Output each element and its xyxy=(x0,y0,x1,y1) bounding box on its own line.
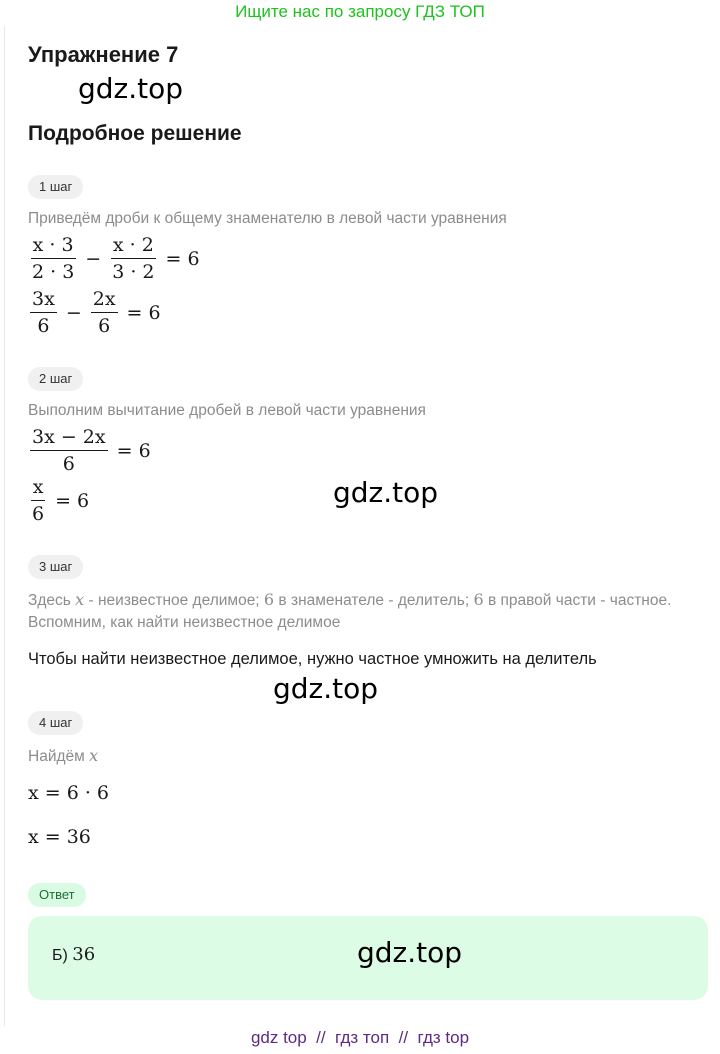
section-title: Подробное решение xyxy=(28,122,242,145)
exercise-title: Упражнение 7 xyxy=(28,42,179,67)
search-banner: Ищите нас по запросу ГДЗ ТОП xyxy=(235,2,485,21)
watermark: gdz.top xyxy=(357,936,463,969)
denominator: 2 · 3 xyxy=(32,261,75,283)
numerator: x · 2 xyxy=(111,234,156,259)
fraction xyxy=(30,234,76,283)
text: в знаменателе - делитель; xyxy=(274,592,474,609)
answer-text xyxy=(52,944,95,965)
step-badge-1: 1 шаг xyxy=(28,175,83,199)
answer-value: 36 xyxy=(72,944,96,965)
text: - неизвестное делимое; xyxy=(84,592,264,609)
watermark: gdz.top xyxy=(273,672,379,705)
variable: x xyxy=(89,746,99,765)
fraction xyxy=(30,288,57,337)
numerator: x · 3 xyxy=(31,234,76,259)
text: Здесь xyxy=(28,592,76,609)
step-1-equation-2 xyxy=(28,288,168,337)
denominator: 6 xyxy=(62,453,75,475)
watermark: gdz.top xyxy=(333,476,439,509)
number: 6 xyxy=(473,590,484,609)
step-4-equation-1: x = 6 · 6 xyxy=(28,782,110,804)
denominator: 6 xyxy=(32,503,45,525)
denominator: 6 xyxy=(98,315,111,337)
numerator: 3x xyxy=(30,288,57,313)
fraction xyxy=(30,426,108,475)
text: в правой части - частное. xyxy=(483,592,672,609)
fraction xyxy=(91,288,118,337)
operator: − xyxy=(65,301,82,324)
step-4-text xyxy=(28,746,98,766)
step-4-equation-2: x = 36 xyxy=(28,826,91,848)
fraction xyxy=(30,476,46,525)
numerator: 2x xyxy=(91,288,118,313)
fraction xyxy=(110,234,156,283)
step-badge-4: 4 шаг xyxy=(28,711,83,735)
watermark: gdz.top xyxy=(78,72,184,105)
step-1-equation-1 xyxy=(28,234,207,283)
step-2-equation-2 xyxy=(28,476,96,525)
rule-text: Чтобы найти неизвестное делимое, нужно частное умножить на делитель xyxy=(28,650,597,668)
answer-badge: Ответ xyxy=(28,883,86,907)
numerator: x xyxy=(31,476,46,501)
step-badge-2: 2 шаг xyxy=(28,367,83,391)
right-hand-side: = 6 xyxy=(116,439,151,462)
number: 6 xyxy=(263,590,275,609)
right-hand-side: = 6 xyxy=(165,247,200,270)
operator: − xyxy=(85,247,102,270)
step-3-text-line-2: Вспомним, как найти неизвестное делимое xyxy=(28,614,341,631)
step-2-text: Выполним вычитание дробей в левой части уравнения xyxy=(28,402,426,419)
answer-label: Б) xyxy=(52,947,73,964)
step-2-equation-1 xyxy=(28,426,158,475)
numerator: 3x − 2x xyxy=(30,426,108,451)
denominator: 3 · 2 xyxy=(112,261,155,283)
variable: x xyxy=(75,590,85,609)
denominator: 6 xyxy=(37,315,50,337)
footer-links: gdz top // гдз топ // гдз top xyxy=(250,1028,470,1047)
step-1-text: Приведём дроби к общему знаменателю в левой части уравнения xyxy=(28,210,507,227)
step-3-text-line-1 xyxy=(28,590,671,610)
right-hand-side: = 6 xyxy=(126,301,161,324)
step-badge-3: 3 шаг xyxy=(28,555,83,579)
text: Найдём xyxy=(28,748,90,765)
right-hand-side: = 6 xyxy=(55,489,90,512)
card-border xyxy=(4,26,5,1026)
